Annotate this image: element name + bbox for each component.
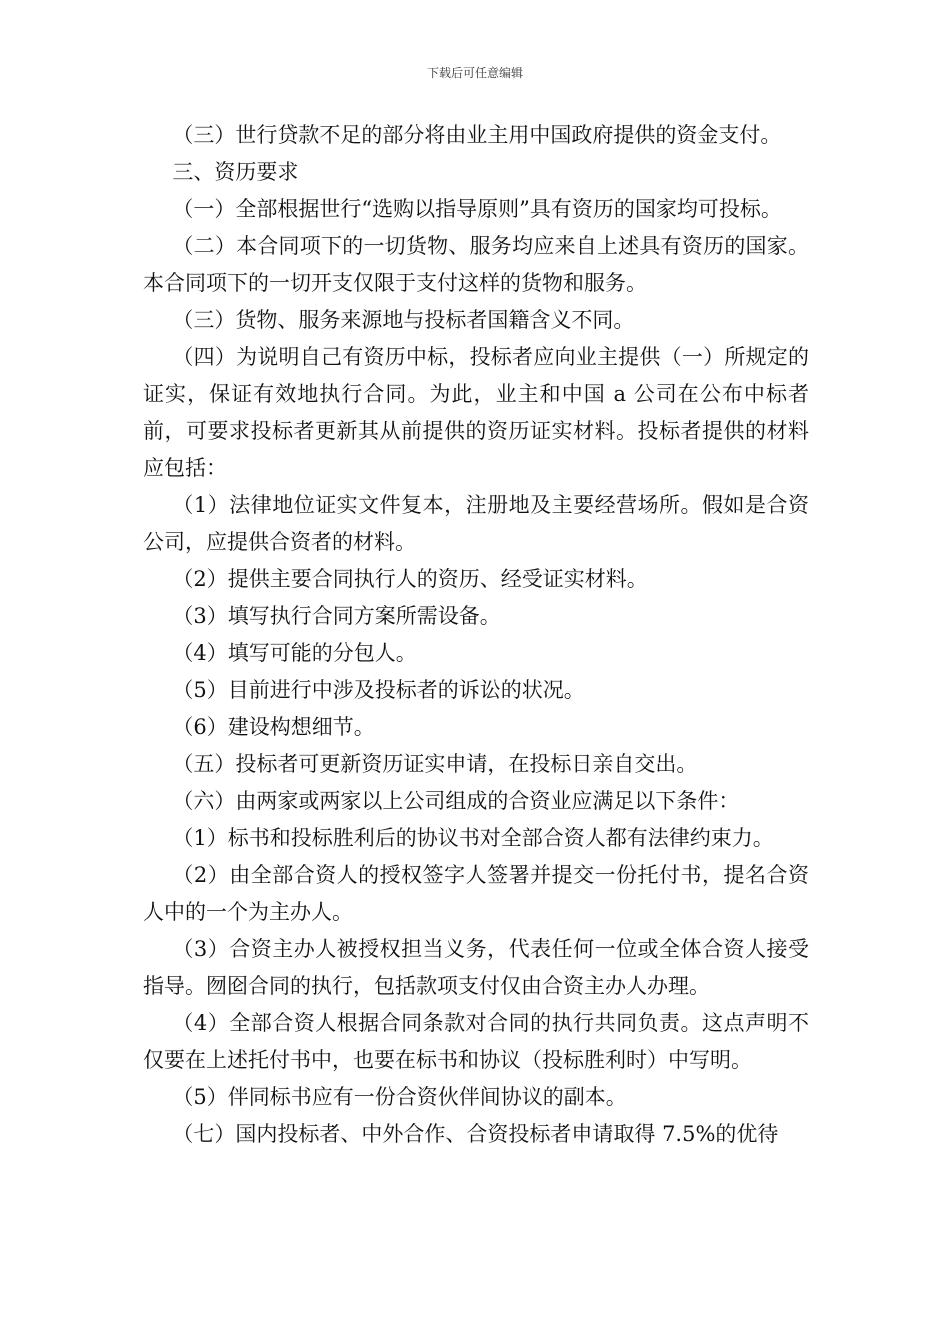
list-item: （2）由全部合资人的授权签字人签署并提交一份托付书，提名合资人中的一个为主办人。 — [143, 863, 809, 924]
list-item: （1）标书和投标胜利后的协议书对全部合资人都有法律约束力。 — [172, 826, 774, 850]
document-body — [143, 117, 809, 1153]
paragraph: （一）全部根据世行“选购以指导原则”具有资历的国家均可投标。 — [172, 197, 782, 221]
paragraph: （六）由两家或两家以上公司组成的合资业应满足以下条件： — [172, 789, 740, 813]
paragraph: （三）货物、服务来源地与投标者国籍含义不同。 — [172, 308, 635, 332]
list-item: （4）全部合资人根据合同条款对合同的执行共同负责。这点声明不仅要在上述托付书中，也要在标书和协议（投标胜利时）中写明。 — [143, 1011, 809, 1072]
list-item: （5）伴同标书应有一份合资伙伴间协议的副本。 — [172, 1085, 627, 1109]
list-item: （3）填写执行合同方案所需设备。 — [172, 604, 501, 628]
list-item: （6）建设构想细节。 — [172, 715, 375, 739]
page-header-note: 下载后可任意编辑 — [426, 66, 523, 80]
list-item: （1）法律地位证实文件复本，注册地及主要经营场所。假如是合资公司，应提供合资者的材料。 — [143, 493, 809, 554]
paragraph: （五）投标者可更新资历证实申请，在投标日亲自交出。 — [172, 752, 698, 776]
list-item: （5）目前进行中涉及投标者的诉讼的状况。 — [172, 678, 585, 702]
list-item: （4）填写可能的分包人。 — [172, 641, 417, 665]
list-item: （3）合资主办人被授权担当义务，代表任何一位或全体合资人接受指导。囫囵合同的执行，包括款项支付仅由合资主办人办理。 — [143, 937, 809, 998]
section-heading: 三、资历要求 — [172, 160, 299, 184]
list-item: （2）提供主要合同执行人的资历、经受证实材料。 — [172, 567, 648, 591]
paragraph: （二）本合同项下的一切货物、服务均应来自上述具有资历的国家。本合同项下的一切开支仅限于支付这样的货物和服务。 — [143, 234, 809, 295]
paragraph: （四）为说明自己有资历中标，投标者应向业主提供（一）所规定的证实，保证有效地执行合同。为此，业主和中国 a 公司在公布中标者前，可要求投标者更新其从前提供的资历证实材料。投标者提供的材料应包括： — [143, 345, 809, 480]
paragraph: （七）国内投标者、中外合作、合资投标者申请取得 7.5%的优待 — [172, 1122, 779, 1146]
paragraph: （三）世行贷款不足的部分将由业主用中国政府提供的资金支付。 — [172, 123, 782, 147]
